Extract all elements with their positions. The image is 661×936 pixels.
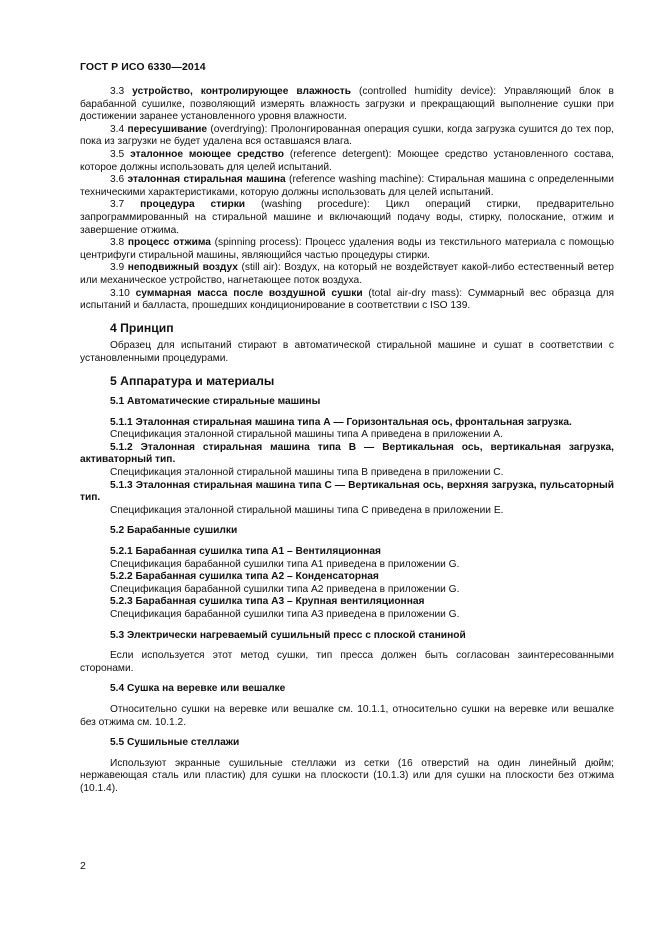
section-5-4-text: Относительно сушки на веревке или вешалке см. 10.1.1, относительно сушки на веревке или вешалке без отжима см. 10.1.2. — [80, 703, 614, 728]
definition-3-6: 3.6 эталонная стиральная машина (reference washing machine): Стиральная машина с определенными техническими характеристиками, которую должны использовать для целей испытаний. — [80, 174, 614, 198]
definition-3-9: 3.9 неподвижный воздух (still air): Воздух, на который не воздействует какой-либо естественный ветер или механическое устройство, нагнетающее поток воздуха. — [80, 262, 614, 286]
section-5-3-text: Если используется этот метод сушки, тип пресса должен быть согласован заинтересованными сторонами. — [80, 650, 614, 674]
definition-3-10: 3.10 суммарная масса после воздушной сушки (total air-dry mass): Суммарный вес образца для испытаний и балласта, прошедших кондиционирование в соответствии с ISO 139. — [80, 287, 614, 312]
definition-3-8: 3.8 процесс отжима (spinning process): Процесс удаления воды из текстильного материала с помощью центрифуги стиральной машины, являющийся частью процедуры стирки. — [80, 237, 614, 261]
section-5-2-1-title: 5.2.1 Барабанная сушилка типа А1 – Вентиляционная — [110, 546, 381, 557]
definition-3-3: 3.3 устройство, контролирующее влажность (controlled humidity device): Управляющий блок в барабанной сушилке, позволяющий измерять влажность загрузки и прекращающий выполнение сушки при достижении заранее установленного уровня влажности. — [80, 86, 614, 123]
section-5-1-3-title: 5.1.3 Эталонная стиральная машина типа С — Вертикальная ось, верхняя загрузка, пульсаторный тип. — [80, 479, 614, 504]
section-5-2-3-title: 5.2.3 Барабанная сушилка типа А3 – Крупная вентиляционная — [110, 596, 425, 608]
section-5-1-2-title: 5.1.2 Эталонная стиральная машина типа В — Вертикальная ось, вертикальная загрузка, активаторный тип. — [80, 441, 614, 466]
definition-term: эталонная стиральная машина — [127, 174, 286, 186]
definition-term: эталонное моющее средство — [130, 148, 284, 160]
section-5-4-title: 5.4 Сушка на веревке или вешалке — [110, 683, 286, 695]
section-5-2-2-text: Спецификация барабанной сушилки типа А2 приведена в приложении G. — [110, 583, 460, 595]
section-5-2-3-text: Спецификация барабанной сушилки типа А3 приведена в приложении G. — [110, 608, 460, 620]
document-body — [80, 86, 614, 796]
definition-term: неподвижный воздух — [127, 262, 238, 274]
section-5-3-title: 5.3 Электрически нагреваемый сушильный пресс с плоской станиной — [110, 629, 466, 641]
section-5-2-title: 5.2 Барабанные сушилки — [110, 525, 238, 537]
section-5-5-title: 5.5 Сушильные стеллажи — [110, 737, 240, 749]
section-5-2-2-title: 5.2.2 Барабанная сушилка типа А2 – Конденсаторная — [110, 571, 379, 583]
definition-3-7: 3.7 процедура стирки (washing procedure): Цикл операций стирки, предварительно запрограммированный на стиральной машине и включающий подачу воды, стирку, полоскание, отжим и завершение отжима. — [80, 199, 614, 236]
definition-term: пересушивание — [127, 123, 208, 135]
section-4-title: 4 Принцип — [110, 320, 174, 335]
definition-term: устройство, контролирующее влажность — [132, 86, 352, 97]
section-5-1-1-text: Спецификация эталонной стиральной машины типа А приведена в приложении А. — [110, 429, 503, 441]
section-5-1-2-text: Спецификация эталонной стиральной машины типа В приведена в приложении С. — [110, 467, 504, 479]
definition-3-5: 3.5 эталонное моющее средство (reference detergent): Моющее средство установленного состава, которое должны использовать для целей испытаний. — [80, 148, 614, 173]
page-number: 2 — [80, 860, 86, 872]
section-5-1-1-title: 5.1.1 Эталонная стиральная машина типа А — Горизонтальная ось, фронтальная загрузка. — [110, 416, 572, 428]
section-5-1-3-text: Спецификация эталонной стиральной машины типа С приведена в приложении Е. — [110, 504, 504, 516]
definition-3-4: 3.4 пересушивание (overdrying): Пролонгированная операция сушки, когда загрузка сушится до тех пор, пока из загрузки не будет удалена вся оставшаяся влага. — [80, 123, 614, 148]
section-4-text: Образец для испытаний стирают в автоматической стиральной машине и сушат в соответствии с установленными процедурами. — [80, 340, 614, 364]
document-header: ГОСТ Р ИСО 6330—2014 — [80, 61, 206, 73]
section-5-2-1-text: Спецификация барабанной сушилки типа А1 приведена в приложении G. — [110, 558, 460, 570]
definition-term: процедура стирки — [140, 199, 246, 211]
definition-term: суммарная масса после воздушной сушки — [135, 287, 363, 299]
definition-term: процесс отжима — [127, 237, 211, 249]
section-5-1-title: 5.1 Автоматические стиральные машины — [110, 396, 321, 408]
section-5-5-text: Используют экранные сушильные стеллажи из сетки (16 отверстий на один линейный дюйм; нержавеющая сталь или пластик) для сушки на плоскости (10.1.3) или для сушки на плоскости без отжима (10.1.4). — [80, 757, 614, 794]
section-5-title: 5 Аппаратура и материалы — [110, 374, 275, 389]
